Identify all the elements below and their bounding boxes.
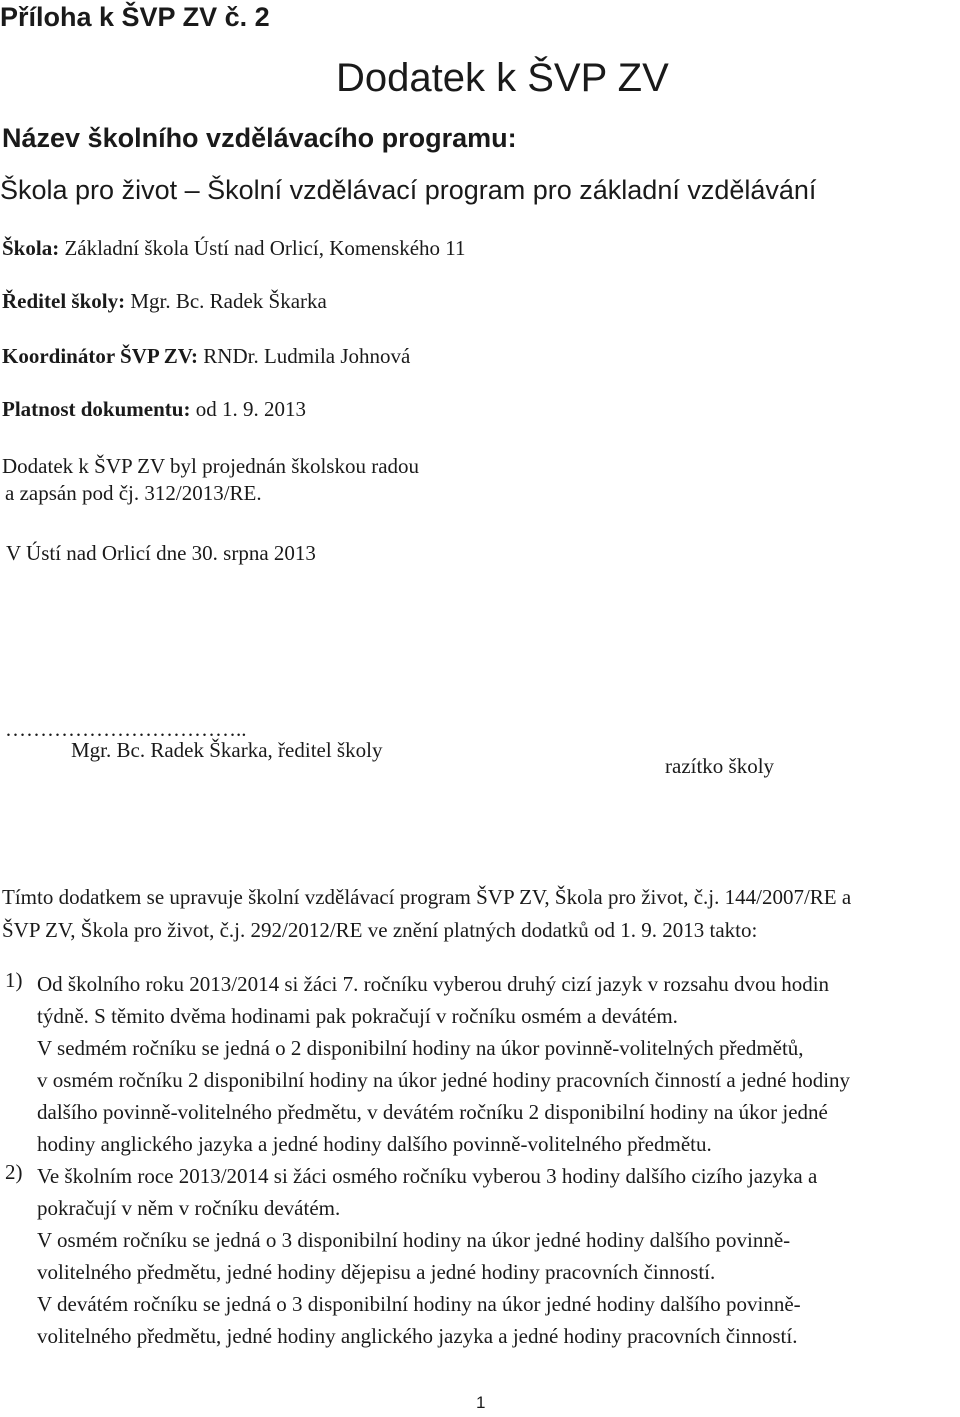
paragraph-line: v osmém ročníku 2 disponibilní hodiny na úkor jedné hodiny pracovních činností a jedné hodiny (37, 1068, 851, 1092)
director-label: Ředitel školy: (2, 289, 126, 313)
director-line (2, 289, 327, 314)
coordinator-line (2, 344, 410, 369)
paragraph-line: hodiny anglického jazyka a jedné hodiny dalšího povinně-volitelného předmětu. (37, 1132, 712, 1156)
paragraph-line: týdně. S těmito dvěma hodinami pak pokračují v ročníku osmém a devátém. (37, 1004, 678, 1028)
paragraph-line: Ve školním roce 2013/2014 si žáci osmého ročníku vyberou 3 hodiny dalšího cizího jazyka a (37, 1164, 818, 1188)
school-label: Škola: (2, 236, 60, 260)
program-name: Škola pro život – Školní vzdělávací program pro základní vzdělávání (0, 175, 817, 205)
coordinator-value: RNDr. Ludmila Johnová (198, 344, 411, 368)
paragraph-line: V devátém ročníku se jedná o 3 disponibilní hodiny na úkor jedné hodiny dalšího povinně- (37, 1292, 801, 1316)
numbered-list (0, 968, 960, 1352)
intro-line-1: Tímto dodatkem se upravuje školní vzdělávací program ŠVP ZV, Škola pro život, č.j. 144/2007/RE a (2, 885, 852, 909)
validity-line (2, 397, 306, 422)
program-name-label: Název školního vzdělávacího programu: (2, 123, 517, 153)
paragraph-line: pokračují v něm v ročníku devátém. (37, 1196, 341, 1220)
paragraph-line: V osmém ročníku se jedná o 3 disponibilní hodiny na úkor jedné hodiny dalšího povinně- (37, 1228, 791, 1252)
stamp-label: razítko školy (665, 754, 775, 778)
list-item-text (37, 968, 960, 1160)
school-value: Základní škola Ústí nad Orlicí, Komenského 11 (59, 236, 466, 260)
paragraph-line: volitelného předmětu, jedné hodiny anglického jazyka a jedné hodiny pracovních činností. (37, 1324, 798, 1348)
list-item-text (37, 1160, 960, 1352)
school-line (2, 236, 466, 261)
page-number: 1 (476, 1393, 486, 1412)
intro-line-2: ŠVP ZV, Škola pro život, č.j. 292/2012/RE ve znění platných dodatků od 1. 9. 2013 takto: (2, 918, 758, 942)
approval-note-line-1: Dodatek k ŠVP ZV byl projednán školskou radou (2, 454, 420, 478)
approval-note-line-2: a zapsán pod čj. 312/2013/RE. (5, 481, 262, 505)
director-value: Mgr. Bc. Radek Škarka (125, 289, 327, 313)
list-item (0, 968, 960, 1160)
signature-line: …………………………….. (5, 717, 247, 741)
paragraph-line: Od školního roku 2013/2014 si žáci 7. ročníku vyberou druhý cizí jazyk v rozsahu dvou hodin (37, 972, 830, 996)
list-item-marker: 2) (5, 1160, 23, 1184)
coordinator-label: Koordinátor ŠVP ZV: (2, 344, 199, 368)
paragraph-line: volitelného předmětu, jedné hodiny dějepisu a jedné hodiny pracovních činností. (37, 1260, 716, 1284)
validity-value: od 1. 9. 2013 (190, 397, 306, 421)
list-item-marker: 1) (5, 968, 23, 992)
place-and-date: V Ústí nad Orlicí dne 30. srpna 2013 (6, 541, 316, 565)
validity-label: Platnost dokumentu: (2, 397, 191, 421)
annex-title: Příloha k ŠVP ZV č. 2 (0, 2, 270, 32)
paragraph-line: dalšího povinně-volitelného předmětu, v devátém ročníku 2 disponibilní hodiny na úkor jedné (37, 1100, 828, 1124)
document-title: Dodatek k ŠVP ZV (336, 56, 669, 100)
paragraph-line: V sedmém ročníku se jedná o 2 disponibilní hodiny na úkor povinně-volitelných předmětů, (37, 1036, 804, 1060)
signatory-name: Mgr. Bc. Radek Škarka, ředitel školy (71, 738, 383, 762)
list-item (0, 1160, 960, 1352)
